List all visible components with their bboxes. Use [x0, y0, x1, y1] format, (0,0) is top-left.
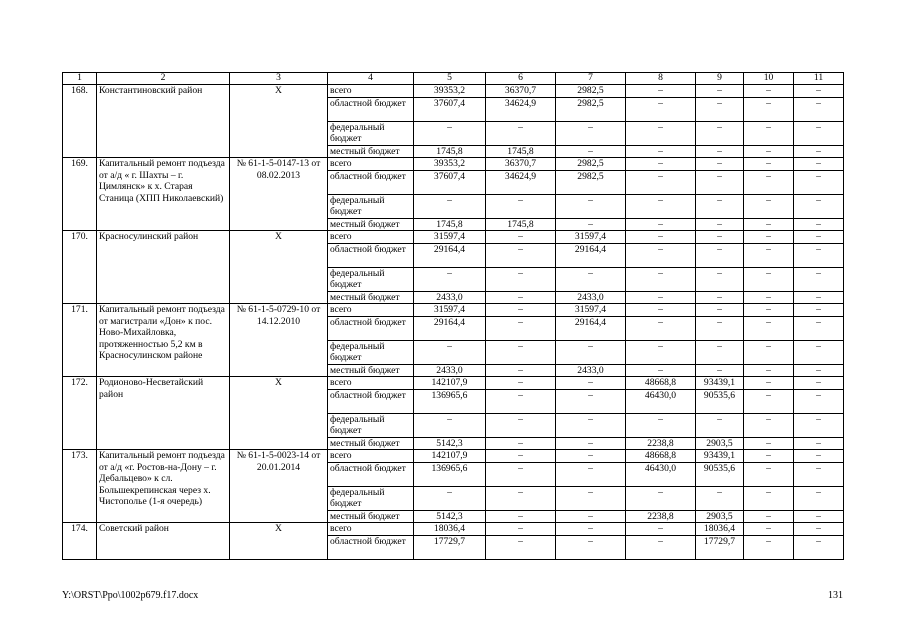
value-cell: –	[744, 450, 794, 463]
value-cell: –	[744, 194, 794, 218]
value-cell: –	[696, 97, 744, 121]
value-cell: 29164,4	[556, 243, 626, 267]
value-cell: –	[556, 194, 626, 218]
value-cell: –	[626, 486, 696, 510]
value-cell: –	[744, 437, 794, 450]
funding-source-cell: федеральный бюджет	[328, 413, 414, 437]
value-cell: –	[486, 389, 556, 413]
row-number-cell: 172.	[63, 377, 97, 450]
object-name-cell: Родионово-Несветайский район	[97, 377, 230, 450]
value-cell: 37607,4	[414, 170, 486, 194]
header-cell: 3	[230, 73, 328, 85]
value-cell: –	[486, 437, 556, 450]
row-number-cell: 169.	[63, 158, 97, 231]
value-cell: –	[696, 243, 744, 267]
value-cell: –	[486, 450, 556, 463]
value-cell: –	[486, 291, 556, 304]
funding-source-cell: областной бюджет	[328, 170, 414, 194]
value-cell: –	[626, 243, 696, 267]
value-cell: –	[626, 218, 696, 231]
value-cell: 2903,5	[696, 510, 744, 523]
value-cell: –	[486, 121, 556, 145]
value-cell: –	[744, 267, 794, 291]
value-cell: –	[414, 413, 486, 437]
value-cell: –	[556, 437, 626, 450]
value-cell: –	[794, 267, 844, 291]
funding-source-cell: местный бюджет	[328, 291, 414, 304]
value-cell: 48668,8	[626, 450, 696, 463]
value-cell: 2433,0	[414, 364, 486, 377]
value-cell: –	[556, 486, 626, 510]
value-cell: 142107,9	[414, 450, 486, 463]
value-cell: –	[626, 535, 696, 559]
document-number-cell: Х	[230, 377, 328, 450]
header-cell: 1	[63, 73, 97, 85]
funding-source-cell: местный бюджет	[328, 510, 414, 523]
value-cell: –	[626, 364, 696, 377]
value-cell: 29164,4	[414, 243, 486, 267]
value-cell: –	[556, 377, 626, 390]
value-cell: –	[696, 340, 744, 364]
value-cell: 1745,8	[486, 218, 556, 231]
value-cell: –	[486, 340, 556, 364]
value-cell: 1745,8	[414, 145, 486, 158]
value-cell: –	[626, 158, 696, 171]
value-cell: 29164,4	[414, 316, 486, 340]
value-cell: 93439,1	[696, 450, 744, 463]
value-cell: –	[794, 158, 844, 171]
value-cell: 46430,0	[626, 389, 696, 413]
value-cell: 17729,7	[414, 535, 486, 559]
value-cell: –	[794, 364, 844, 377]
value-cell: –	[556, 510, 626, 523]
header-cell: 7	[556, 73, 626, 85]
value-cell: 36370,7	[486, 158, 556, 171]
header-cell: 11	[794, 73, 844, 85]
value-cell: –	[414, 486, 486, 510]
row-number-cell: 174.	[63, 523, 97, 560]
value-cell: –	[486, 243, 556, 267]
value-cell: –	[486, 231, 556, 244]
value-cell: –	[486, 364, 556, 377]
value-cell: 39353,2	[414, 85, 486, 98]
value-cell: –	[486, 535, 556, 559]
header-cell: 9	[696, 73, 744, 85]
value-cell: –	[626, 170, 696, 194]
value-cell: 17729,7	[696, 535, 744, 559]
value-cell: –	[696, 304, 744, 317]
page-number: 131	[828, 590, 843, 601]
value-cell: –	[696, 413, 744, 437]
value-cell: –	[486, 267, 556, 291]
value-cell: –	[556, 523, 626, 536]
value-cell: –	[626, 413, 696, 437]
value-cell: –	[556, 535, 626, 559]
funding-source-cell: всего	[328, 158, 414, 171]
header-cell: 8	[626, 73, 696, 85]
value-cell: –	[696, 316, 744, 340]
value-cell: 2982,5	[556, 170, 626, 194]
value-cell: –	[696, 267, 744, 291]
funding-source-cell: всего	[328, 377, 414, 390]
value-cell: –	[744, 158, 794, 171]
header-cell: 5	[414, 73, 486, 85]
value-cell: –	[794, 510, 844, 523]
value-cell: –	[556, 389, 626, 413]
value-cell: 31597,4	[556, 231, 626, 244]
header-cell: 2	[97, 73, 230, 85]
table-row	[63, 304, 844, 317]
funding-source-cell: федеральный бюджет	[328, 486, 414, 510]
value-cell: –	[486, 413, 556, 437]
row-number-cell: 170.	[63, 231, 97, 304]
value-cell: –	[744, 413, 794, 437]
table-row	[63, 158, 844, 171]
value-cell: –	[794, 377, 844, 390]
value-cell: –	[744, 145, 794, 158]
value-cell: –	[696, 85, 744, 98]
value-cell: –	[794, 462, 844, 486]
value-cell: 93439,1	[696, 377, 744, 390]
value-cell: –	[626, 267, 696, 291]
row-number-cell: 173.	[63, 450, 97, 523]
table-row	[63, 231, 844, 244]
funding-source-cell: областной бюджет	[328, 97, 414, 121]
value-cell: 136965,6	[414, 389, 486, 413]
value-cell: –	[794, 243, 844, 267]
value-cell: –	[794, 316, 844, 340]
value-cell: –	[744, 218, 794, 231]
value-cell: 46430,0	[626, 462, 696, 486]
value-cell: –	[744, 535, 794, 559]
table-row	[63, 377, 844, 390]
document-number-cell: № 61-1-5-0147-13 от 08.02.2013	[230, 158, 328, 231]
value-cell: –	[626, 340, 696, 364]
value-cell: –	[696, 170, 744, 194]
value-cell: 29164,4	[556, 316, 626, 340]
funding-source-cell: федеральный бюджет	[328, 194, 414, 218]
document-number-cell: № 61-1-5-0729-10 от 14.12.2010	[230, 304, 328, 377]
value-cell: 48668,8	[626, 377, 696, 390]
value-cell: 2433,0	[556, 364, 626, 377]
value-cell: –	[744, 462, 794, 486]
value-cell: 2982,5	[556, 158, 626, 171]
value-cell: –	[794, 340, 844, 364]
value-cell: –	[626, 316, 696, 340]
value-cell: 136965,6	[414, 462, 486, 486]
funding-source-cell: областной бюджет	[328, 243, 414, 267]
value-cell: –	[626, 523, 696, 536]
value-cell: 2903,5	[696, 437, 744, 450]
value-cell: –	[626, 291, 696, 304]
value-cell: –	[556, 145, 626, 158]
value-cell: –	[486, 304, 556, 317]
header-row	[63, 73, 844, 85]
funding-source-cell: всего	[328, 450, 414, 463]
value-cell: –	[794, 218, 844, 231]
value-cell: –	[556, 340, 626, 364]
value-cell: –	[626, 145, 696, 158]
funding-source-cell: всего	[328, 231, 414, 244]
value-cell: –	[414, 121, 486, 145]
document-number-cell: Х	[230, 523, 328, 560]
value-cell: 2238,8	[626, 437, 696, 450]
value-cell: –	[794, 523, 844, 536]
value-cell: –	[744, 85, 794, 98]
value-cell: –	[794, 145, 844, 158]
value-cell: –	[414, 340, 486, 364]
header-cell: 6	[486, 73, 556, 85]
value-cell: –	[486, 377, 556, 390]
object-name-cell: Константиновский район	[97, 85, 230, 158]
value-cell: –	[744, 389, 794, 413]
value-cell: –	[794, 170, 844, 194]
budget-table	[62, 72, 844, 560]
header-cell: 4	[328, 73, 414, 85]
value-cell: 1745,8	[414, 218, 486, 231]
value-cell: –	[744, 291, 794, 304]
value-cell: –	[556, 267, 626, 291]
value-cell: –	[794, 413, 844, 437]
table-row	[63, 450, 844, 463]
funding-source-cell: местный бюджет	[328, 364, 414, 377]
value-cell: –	[556, 413, 626, 437]
value-cell: –	[744, 523, 794, 536]
value-cell: –	[626, 194, 696, 218]
funding-source-cell: всего	[328, 304, 414, 317]
table-row	[63, 523, 844, 536]
value-cell: –	[556, 462, 626, 486]
value-cell: –	[696, 364, 744, 377]
value-cell: –	[626, 304, 696, 317]
value-cell: –	[744, 377, 794, 390]
value-cell: 90535,6	[696, 462, 744, 486]
value-cell: –	[794, 486, 844, 510]
value-cell: –	[696, 218, 744, 231]
funding-source-cell: федеральный бюджет	[328, 340, 414, 364]
value-cell: –	[696, 486, 744, 510]
file-path: Y:\ORST\Ppo\1002p679.f17.docx	[62, 590, 199, 601]
funding-source-cell: местный бюджет	[328, 218, 414, 231]
value-cell: –	[486, 523, 556, 536]
funding-source-cell: всего	[328, 523, 414, 536]
row-number-cell: 168.	[63, 85, 97, 158]
funding-source-cell: областной бюджет	[328, 535, 414, 559]
object-name-cell: Красносулинский район	[97, 231, 230, 304]
value-cell: –	[794, 231, 844, 244]
funding-source-cell: областной бюджет	[328, 389, 414, 413]
value-cell: –	[794, 535, 844, 559]
value-cell: –	[626, 121, 696, 145]
value-cell: 2982,5	[556, 97, 626, 121]
value-cell: –	[794, 85, 844, 98]
value-cell: –	[486, 194, 556, 218]
value-cell: 90535,6	[696, 389, 744, 413]
table-row	[63, 85, 844, 98]
value-cell: –	[744, 304, 794, 317]
value-cell: –	[696, 158, 744, 171]
object-name-cell: Капитальный ремонт подъезда от магистрали «Дон» к пос. Ново-Михайловка, протяженностью 5,2 км в Красносулинском районе	[97, 304, 230, 377]
value-cell: 18036,4	[414, 523, 486, 536]
value-cell: –	[696, 194, 744, 218]
funding-source-cell: местный бюджет	[328, 145, 414, 158]
value-cell: –	[556, 218, 626, 231]
funding-source-cell: всего	[328, 85, 414, 98]
value-cell: 31597,4	[414, 231, 486, 244]
value-cell: –	[794, 97, 844, 121]
row-number-cell: 171.	[63, 304, 97, 377]
value-cell: –	[794, 304, 844, 317]
funding-source-cell: местный бюджет	[328, 437, 414, 450]
object-name-cell: Капитальный ремонт подъезда от а/д « г. Шахты – г. Цимлянск» к х. Старая Станица (ХПП Николаевский)	[97, 158, 230, 231]
value-cell: –	[696, 291, 744, 304]
value-cell: –	[556, 121, 626, 145]
table-body	[63, 85, 844, 560]
value-cell: 39353,2	[414, 158, 486, 171]
funding-source-cell: областной бюджет	[328, 462, 414, 486]
value-cell: –	[744, 364, 794, 377]
value-cell: –	[744, 486, 794, 510]
value-cell: 5142,3	[414, 437, 486, 450]
value-cell: –	[556, 450, 626, 463]
value-cell: –	[794, 450, 844, 463]
value-cell: –	[626, 85, 696, 98]
value-cell: –	[626, 97, 696, 121]
value-cell: –	[744, 316, 794, 340]
document-number-cell: № 61-1-5-0023-14 от 20.01.2014	[230, 450, 328, 523]
value-cell: –	[744, 121, 794, 145]
value-cell: –	[794, 194, 844, 218]
value-cell: –	[414, 194, 486, 218]
value-cell: –	[744, 231, 794, 244]
value-cell: –	[794, 389, 844, 413]
value-cell: 31597,4	[556, 304, 626, 317]
value-cell: –	[486, 486, 556, 510]
value-cell: 2238,8	[626, 510, 696, 523]
value-cell: –	[794, 121, 844, 145]
value-cell: 2433,0	[556, 291, 626, 304]
value-cell: –	[696, 145, 744, 158]
value-cell: 5142,3	[414, 510, 486, 523]
value-cell: –	[626, 231, 696, 244]
value-cell: 31597,4	[414, 304, 486, 317]
funding-source-cell: федеральный бюджет	[328, 267, 414, 291]
value-cell: –	[794, 437, 844, 450]
value-cell: –	[744, 243, 794, 267]
value-cell: –	[744, 510, 794, 523]
value-cell: 142107,9	[414, 377, 486, 390]
funding-source-cell: федеральный бюджет	[328, 121, 414, 145]
value-cell: –	[486, 316, 556, 340]
value-cell: 1745,8	[486, 145, 556, 158]
funding-source-cell: областной бюджет	[328, 316, 414, 340]
value-cell: 36370,7	[486, 85, 556, 98]
object-name-cell: Капитальный ремонт подъезда от а/д «г. Ростов-на-Дону – г. Дебальцево» к сл. Большекрепинская через х. Чистополье (1-я очередь)	[97, 450, 230, 523]
value-cell: –	[696, 121, 744, 145]
value-cell: 2433,0	[414, 291, 486, 304]
value-cell: 34624,9	[486, 97, 556, 121]
value-cell: –	[794, 291, 844, 304]
object-name-cell: Советский район	[97, 523, 230, 560]
value-cell: –	[744, 97, 794, 121]
value-cell: –	[696, 231, 744, 244]
value-cell: –	[486, 462, 556, 486]
value-cell: –	[486, 510, 556, 523]
value-cell: 2982,5	[556, 85, 626, 98]
value-cell: –	[414, 267, 486, 291]
value-cell: 37607,4	[414, 97, 486, 121]
value-cell: 18036,4	[696, 523, 744, 536]
header-cell: 10	[744, 73, 794, 85]
document-number-cell: Х	[230, 85, 328, 158]
value-cell: –	[744, 170, 794, 194]
document-number-cell: Х	[230, 231, 328, 304]
value-cell: –	[744, 340, 794, 364]
value-cell: 34624,9	[486, 170, 556, 194]
